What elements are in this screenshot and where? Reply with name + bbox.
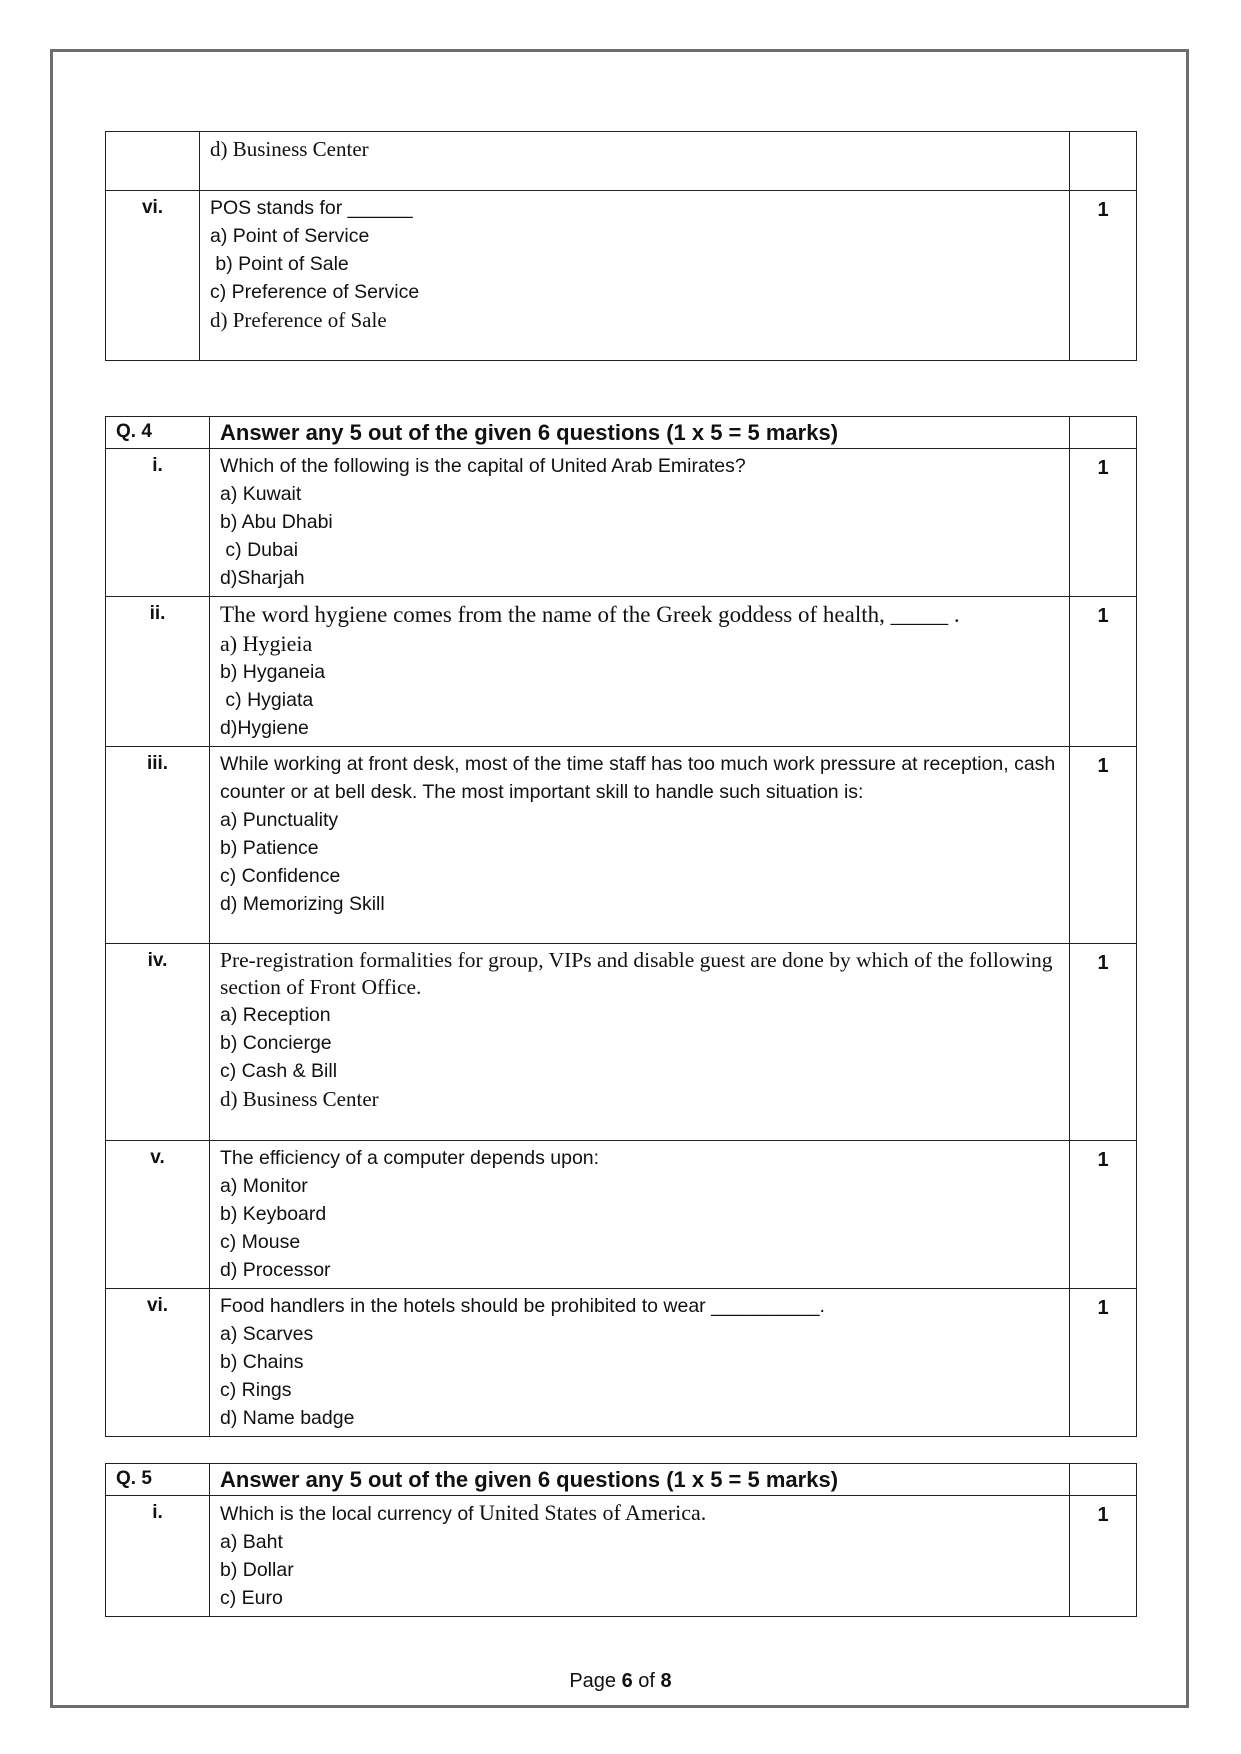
option-line: b) Abu Dhabi	[220, 511, 333, 533]
section-instruction: Answer any 5 out of the given 6 questions (1 x 5 = 5 marks)	[210, 1464, 1070, 1496]
question-text: The word hygiene comes from the name of the Greek goddess of health, _____ .	[220, 602, 960, 627]
question-text: The efficiency of a computer depends upon:	[220, 1147, 600, 1169]
question-number: ii.	[106, 597, 210, 747]
question-cell	[200, 191, 1070, 361]
question-number: v.	[106, 1141, 210, 1289]
option-line: d) Preference of Sale	[210, 308, 387, 332]
option-line: c) Confidence	[220, 865, 341, 887]
page-footer	[0, 1670, 1241, 1693]
footer-prefix: Page	[569, 1670, 622, 1692]
table-row	[106, 449, 1137, 597]
option-line: d)Sharjah	[220, 567, 305, 589]
table-row	[106, 1141, 1137, 1289]
question-cell	[200, 132, 1070, 191]
option-line: d)Hygiene	[220, 717, 309, 739]
option-line: b) Point of Sale	[210, 253, 349, 275]
question-cell	[210, 747, 1070, 944]
table-row	[106, 191, 1137, 361]
option-line: c) Dubai	[220, 539, 299, 561]
option-line: b) Keyboard	[220, 1203, 327, 1225]
marks-cell: 1	[1070, 1141, 1137, 1289]
question-text: POS stands for ______	[210, 197, 413, 219]
question-number: iv.	[106, 944, 210, 1141]
option-line: c) Euro	[220, 1587, 283, 1609]
option-line: b) Concierge	[220, 1032, 332, 1054]
question-cell	[210, 449, 1070, 597]
option-line: d) Memorizing Skill	[220, 893, 385, 915]
option-line: b) Dollar	[220, 1559, 294, 1581]
table-row	[106, 944, 1137, 1141]
table-row	[106, 132, 1137, 191]
table-row	[106, 597, 1137, 747]
question-number: iii.	[106, 747, 210, 944]
question-cell	[210, 1141, 1070, 1289]
marks-cell	[1070, 417, 1137, 449]
option-line: a) Point of Service	[210, 225, 370, 247]
option-line: c) Hygiata	[220, 689, 314, 711]
option-line: a) Hygieia	[220, 631, 313, 656]
question-cell	[210, 1289, 1070, 1437]
question-number	[106, 132, 200, 191]
section-instruction: Answer any 5 out of the given 6 questions (1 x 5 = 5 marks)	[210, 417, 1070, 449]
table-row	[106, 747, 1137, 944]
question-number: vi.	[106, 1289, 210, 1437]
question-number: i.	[106, 449, 210, 597]
marks-cell	[1070, 1464, 1137, 1496]
marks-cell: 1	[1070, 597, 1137, 747]
option-line: a) Baht	[220, 1531, 283, 1553]
option-line: d) Processor	[220, 1259, 331, 1281]
question-text-end: United States of America.	[479, 1500, 707, 1525]
option-line: b) Patience	[220, 837, 319, 859]
question-number: i.	[106, 1496, 210, 1617]
question-text	[220, 1499, 1059, 1528]
section-header-row	[106, 1464, 1137, 1496]
option-line: a) Punctuality	[220, 809, 339, 831]
table-row	[106, 1289, 1137, 1437]
option-line: a) Kuwait	[220, 483, 302, 505]
question-text-start: Which is the local currency of	[220, 1503, 480, 1525]
current-page: 6	[621, 1670, 633, 1692]
marks-cell: 1	[1070, 1496, 1137, 1617]
section-label: Q. 5	[106, 1464, 210, 1496]
question-cell	[210, 1496, 1070, 1617]
option-line: c) Rings	[220, 1379, 292, 1401]
option-line: c) Preference of Service	[210, 281, 420, 303]
option-line: c) Mouse	[220, 1231, 301, 1253]
question-text: Which of the following is the capital of United Arab Emirates?	[220, 455, 746, 477]
q5-table	[105, 1463, 1137, 1617]
marks-cell: 1	[1070, 944, 1137, 1141]
question-text: Pre-registration formalities for group, VIPs and disable guest are done by which of the following section of Front Office.	[220, 948, 1058, 999]
continuation-table	[105, 131, 1137, 361]
section-header-row	[106, 417, 1137, 449]
option-line: a) Monitor	[220, 1175, 308, 1197]
marks-cell	[1070, 132, 1137, 191]
question-text: Food handlers in the hotels should be prohibited to wear __________.	[220, 1295, 825, 1317]
option-line: a) Reception	[220, 1004, 331, 1026]
question-cell	[210, 944, 1070, 1141]
marks-cell: 1	[1070, 747, 1137, 944]
marks-cell: 1	[1070, 449, 1137, 597]
option-line: d) Business Center	[220, 1087, 379, 1111]
option-line: c) Cash & Bill	[220, 1060, 338, 1082]
footer-middle: of	[632, 1670, 661, 1692]
question-text: While working at front desk, most of the time staff has too much work pressure at reception, cash counter or at bell desk. The most important skill to handle such situation is:	[220, 753, 1061, 803]
option-line: a) Scarves	[220, 1323, 314, 1345]
option-line: d) Business Center	[210, 137, 369, 161]
marks-cell: 1	[1070, 1289, 1137, 1437]
marks-cell: 1	[1070, 191, 1137, 361]
q4-table	[105, 416, 1137, 1437]
total-pages: 8	[660, 1670, 672, 1692]
question-number: vi.	[106, 191, 200, 361]
option-line: b) Chains	[220, 1351, 304, 1373]
option-line: d) Name badge	[220, 1407, 355, 1429]
table-row	[106, 1496, 1137, 1617]
question-cell	[210, 597, 1070, 747]
option-line: b) Hyganeia	[220, 661, 326, 683]
section-label: Q. 4	[106, 417, 210, 449]
